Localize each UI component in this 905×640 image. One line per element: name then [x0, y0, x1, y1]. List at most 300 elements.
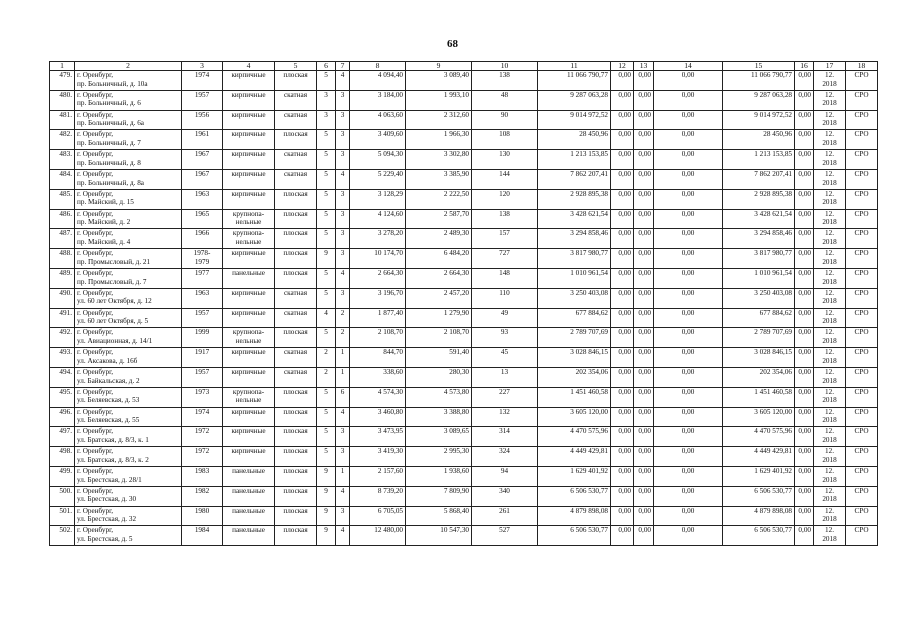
cost-col-14-value: 0,00 [681, 268, 695, 277]
address-line: г. Оренбург, [77, 526, 114, 535]
completion-term-value: 12. 2018 [822, 288, 837, 306]
completion-term-value: 12. 2018 [822, 209, 837, 227]
cell-financing-method [846, 90, 878, 110]
cell-row-number [50, 249, 75, 269]
cell-cost-col-14 [654, 110, 723, 130]
cell-cost-col-13 [634, 90, 654, 110]
living-area-value: 2 222,50 [443, 189, 469, 198]
cell-living-area [406, 288, 472, 308]
total-area-value: 5 094,30 [377, 150, 403, 159]
cell-entrances [336, 268, 350, 288]
cell-wall-material [223, 348, 275, 368]
cell-cost-col-15 [723, 268, 795, 288]
cell-roof-type [275, 486, 317, 506]
cell-residents [472, 308, 538, 328]
cost-total-value: 1 010 961,54 [570, 268, 608, 277]
table-row [50, 209, 878, 229]
cell-cost-col-13 [634, 169, 654, 189]
living-area-value: 3 385,90 [443, 169, 469, 178]
cell-cost-col-16 [795, 110, 814, 130]
cell-cost-col-16 [795, 169, 814, 189]
cell-cost-total [538, 288, 611, 308]
completion-term-value: 12. 2018 [822, 150, 837, 167]
address-line: пр. Больничный, д. 10а [77, 79, 148, 88]
cell-financing-method [846, 466, 878, 486]
cell-cost-col-15 [723, 367, 795, 387]
residents-value: 108 [499, 130, 510, 139]
cost-col-13-value: 0,00 [638, 209, 651, 218]
cost-col-14-value: 0,00 [681, 130, 695, 139]
address-line: г. Оренбург, [77, 288, 114, 297]
cost-col-12-value: 0,00 [618, 308, 631, 317]
cost-total-value: 1 213 153,85 [570, 150, 608, 159]
cell-cost-col-16 [795, 268, 814, 288]
living-area-value: 280,30 [449, 367, 469, 376]
cost-col-12-value: 0,00 [618, 526, 631, 535]
entrances-value: 2 [340, 328, 345, 337]
page-number: 68 [447, 38, 458, 50]
living-area-value: 1 966,30 [443, 130, 469, 139]
total-area-value: 3 278,20 [377, 229, 403, 238]
cost-total-value: 3 817 980,77 [570, 249, 608, 258]
cost-total-value: 6 506 530,77 [570, 486, 608, 495]
cell-roof-type [275, 447, 317, 467]
cell-cost-total [538, 110, 611, 130]
cell-wall-material [223, 288, 275, 308]
cell-cost-col-13 [634, 427, 654, 447]
cell-floors [317, 288, 336, 308]
cell-wall-material [223, 387, 275, 407]
cost-col-13-value: 0,00 [638, 367, 651, 376]
cell-cost-col-16 [795, 367, 814, 387]
cost-total-value: 28 450,96 [579, 130, 608, 139]
cell-cost-col-12 [611, 288, 634, 308]
cell-cost-col-12 [611, 268, 634, 288]
cell-cost-col-16 [795, 150, 814, 170]
total-area-value: 2 664,30 [377, 268, 403, 277]
residents-value: 157 [499, 229, 510, 238]
cost-col-13-value: 0,00 [638, 169, 651, 178]
cell-cost-col-12 [611, 367, 634, 387]
cell-floors [317, 427, 336, 447]
cell-financing-method [846, 209, 878, 229]
cost-col-12-value: 0,00 [618, 506, 631, 515]
cell-total-area [350, 169, 406, 189]
address-line: пр. Больничный, д. 6а [77, 119, 144, 128]
row-number-value: 481. [59, 110, 72, 119]
cost-col-13-value: 0,00 [638, 189, 651, 198]
cell-entrances [336, 407, 350, 427]
cell-financing-method [846, 150, 878, 170]
cost-col-15-value: 1 629 401,92 [754, 466, 792, 475]
cost-col-15-value: 2 789 707,69 [754, 328, 792, 337]
address-line: г. Оренбург, [77, 268, 114, 277]
residents-value: 110 [499, 288, 510, 297]
address-line: г. Оренбург, [77, 249, 114, 258]
cell-wall-material [223, 407, 275, 427]
cell-roof-type [275, 130, 317, 150]
total-area-value: 844,70 [383, 348, 403, 357]
cell-address [75, 229, 182, 249]
address-line: г. Оренбург, [77, 466, 114, 475]
cell-living-area [406, 466, 472, 486]
cost-col-14-value: 0,00 [681, 169, 695, 178]
address-line: ул. Брестская, д. 5 [77, 534, 133, 543]
address-line: пр. Майский, д. 2 [77, 218, 131, 227]
cell-total-area [350, 268, 406, 288]
living-area-value: 7 809,90 [443, 486, 469, 495]
cell-financing-method [846, 229, 878, 249]
cell-entrances [336, 150, 350, 170]
address-line: г. Оренбург, [77, 447, 114, 456]
row-number-value: 495. [59, 387, 72, 396]
cell-floors [317, 308, 336, 328]
cell-living-area [406, 308, 472, 328]
cell-living-area [406, 486, 472, 506]
cell-row-number [50, 90, 75, 110]
living-area-value: 591,40 [449, 348, 469, 357]
address-line: пр. Больничный, д. 6 [77, 99, 141, 108]
roof-type-value: плоская [283, 328, 308, 337]
cell-total-area [350, 348, 406, 368]
cell-entrances [336, 387, 350, 407]
cost-col-12-value: 0,00 [618, 229, 631, 238]
cell-row-number [50, 229, 75, 249]
cell-cost-col-15 [723, 427, 795, 447]
cell-completion-term [814, 447, 846, 467]
cell-wall-material [223, 90, 275, 110]
table-row [50, 328, 878, 348]
table-row [50, 506, 878, 526]
cell-build-year [182, 209, 223, 229]
address-line: пр. Промысловый, д. 7 [77, 277, 147, 286]
cell-cost-col-14 [654, 150, 723, 170]
cell-build-year [182, 348, 223, 368]
cell-cost-col-12 [611, 169, 634, 189]
financing-method-value: СРО [854, 486, 869, 495]
wall-material-value: кирпичные [231, 90, 266, 99]
cell-cost-col-14 [654, 526, 723, 546]
cost-col-15-value: 2 928 895,38 [754, 189, 792, 198]
cell-build-year [182, 506, 223, 526]
cell-completion-term [814, 367, 846, 387]
cost-total-value: 9 014 972,52 [570, 110, 608, 119]
cost-col-15-value: 3 428 621,54 [754, 209, 792, 218]
cost-col-15-value: 1 451 460,58 [754, 387, 792, 396]
cost-col-13-value: 0,00 [638, 427, 651, 436]
address-line: г. Оренбург, [77, 90, 114, 99]
cell-entrances [336, 486, 350, 506]
completion-term-value: 12. 2018 [822, 268, 837, 286]
row-number-value: 483. [59, 150, 72, 159]
build-year-value: 1980 [194, 506, 210, 515]
entrances-value: 3 [340, 506, 345, 515]
cell-total-area [350, 387, 406, 407]
table-row [50, 189, 878, 209]
cell-build-year [182, 169, 223, 189]
address-line: ул. Брестская, д. 32 [77, 515, 137, 524]
cost-col-15-value: 3 294 858,46 [754, 229, 792, 238]
cell-cost-col-16 [795, 249, 814, 269]
cell-cost-col-16 [795, 189, 814, 209]
cell-address [75, 308, 182, 328]
cost-col-12-value: 0,00 [618, 486, 631, 495]
cell-row-number [50, 506, 75, 526]
cell-residents [472, 189, 538, 209]
housing-registry-table [49, 61, 878, 546]
table-row [50, 308, 878, 328]
wall-material-value: панельные [232, 268, 265, 277]
cell-cost-col-16 [795, 308, 814, 328]
address-line: ул. Беляевская, д. 53 [77, 396, 140, 405]
floors-value: 9 [324, 249, 328, 258]
cell-address [75, 189, 182, 209]
cost-col-15-value: 677 884,62 [759, 308, 792, 317]
wall-material-value: кирпичные [231, 150, 266, 159]
cell-cost-col-15 [723, 169, 795, 189]
cell-address [75, 268, 182, 288]
financing-method-value: СРО [854, 367, 869, 376]
row-number-value: 488. [59, 249, 72, 258]
cell-cost-total [538, 328, 611, 348]
total-area-value: 12 480,00 [374, 526, 403, 535]
financing-method-value: СРО [854, 110, 869, 119]
cell-wall-material [223, 427, 275, 447]
residents-value: 314 [499, 427, 510, 436]
cell-row-number [50, 387, 75, 407]
column-header-13: 13 [634, 62, 654, 71]
cell-entrances [336, 110, 350, 130]
cell-cost-col-14 [654, 427, 723, 447]
cell-build-year [182, 427, 223, 447]
residents-value: 132 [499, 407, 510, 416]
address-line: г. Оренбург, [77, 209, 114, 218]
cell-row-number [50, 466, 75, 486]
cost-col-13-value: 0,00 [638, 348, 651, 357]
cell-wall-material [223, 367, 275, 387]
cell-floors [317, 367, 336, 387]
cell-cost-col-14 [654, 268, 723, 288]
row-number-value: 492. [59, 328, 72, 337]
cell-wall-material [223, 130, 275, 150]
floors-value: 5 [324, 71, 328, 79]
cost-col-15-value: 11 066 790,77 [750, 71, 792, 79]
entrances-value: 3 [340, 150, 345, 159]
cell-living-area [406, 407, 472, 427]
row-number-value: 497. [59, 427, 72, 436]
cost-col-14-value: 0,00 [681, 447, 695, 456]
build-year-value: 1963 [194, 288, 210, 297]
row-number-value: 496. [59, 407, 72, 416]
wall-material-value: кирпичные [231, 407, 266, 416]
cell-cost-col-15 [723, 447, 795, 467]
address-line: г. Оренбург, [77, 71, 114, 79]
living-area-value: 5 868,40 [443, 506, 469, 515]
roof-type-value: скатная [283, 169, 308, 178]
cell-row-number [50, 150, 75, 170]
cell-cost-col-13 [634, 506, 654, 526]
cell-cost-col-13 [634, 209, 654, 229]
cost-col-16-value: 0,00 [798, 110, 811, 119]
cell-floors [317, 249, 336, 269]
cell-build-year [182, 110, 223, 130]
cell-living-area [406, 189, 472, 209]
cell-living-area [406, 110, 472, 130]
row-number-value: 490. [59, 288, 72, 297]
cell-entrances [336, 71, 350, 91]
cell-entrances [336, 209, 350, 229]
entrances-value: 2 [340, 308, 345, 317]
cost-col-16-value: 0,00 [798, 229, 811, 238]
cell-total-area [350, 209, 406, 229]
residents-value: 13 [500, 367, 509, 376]
cell-build-year [182, 288, 223, 308]
build-year-value: 1967 [194, 169, 210, 178]
table-row [50, 407, 878, 427]
cell-total-area [350, 367, 406, 387]
cell-financing-method [846, 387, 878, 407]
floors-value: 5 [324, 447, 328, 456]
cost-col-13-value: 0,00 [638, 150, 651, 159]
cell-total-area [350, 526, 406, 546]
address-line: пр. Больничный, д. 8а [77, 178, 144, 187]
build-year-value: 1967 [194, 150, 210, 159]
cell-cost-col-16 [795, 130, 814, 150]
floors-value: 5 [324, 268, 328, 277]
cell-cost-total [538, 506, 611, 526]
cell-cost-total [538, 526, 611, 546]
cell-cost-col-14 [654, 447, 723, 467]
financing-method-value: СРО [854, 328, 869, 337]
living-area-value: 3 388,80 [443, 407, 469, 416]
cell-cost-col-12 [611, 308, 634, 328]
cell-build-year [182, 466, 223, 486]
cost-col-12-value: 0,00 [618, 367, 631, 376]
cell-cost-col-12 [611, 486, 634, 506]
roof-type-value: плоская [283, 229, 308, 238]
address-line: г. Оренбург, [77, 189, 114, 198]
cost-col-14-value: 0,00 [681, 288, 695, 297]
cell-cost-total [538, 387, 611, 407]
wall-material-value: панельные [232, 506, 265, 515]
cost-total-value: 3 294 858,46 [570, 229, 608, 238]
total-area-value: 3 196,70 [377, 288, 403, 297]
cell-address [75, 249, 182, 269]
cell-floors [317, 506, 336, 526]
residents-value: 227 [499, 387, 510, 396]
cell-row-number [50, 447, 75, 467]
entrances-value: 3 [340, 249, 345, 258]
cell-cost-col-15 [723, 189, 795, 209]
financing-method-value: СРО [854, 189, 869, 198]
cell-living-area [406, 169, 472, 189]
cost-col-14-value: 0,00 [681, 189, 695, 198]
cell-build-year [182, 447, 223, 467]
cost-col-15-value: 1 213 153,85 [754, 150, 792, 159]
cell-residents [472, 526, 538, 546]
cell-completion-term [814, 169, 846, 189]
cost-total-value: 3 605 120,00 [570, 407, 608, 416]
cell-completion-term [814, 229, 846, 249]
table-row [50, 268, 878, 288]
build-year-value: 1974 [194, 407, 210, 416]
total-area-value: 4 063,60 [377, 110, 403, 119]
financing-method-value: СРО [854, 268, 869, 277]
cell-address [75, 387, 182, 407]
entrances-value: 3 [340, 90, 345, 99]
residents-value: 324 [499, 447, 510, 456]
cell-row-number [50, 268, 75, 288]
cost-total-value: 9 287 063,28 [570, 90, 608, 99]
financing-method-value: СРО [854, 348, 869, 357]
cell-living-area [406, 447, 472, 467]
column-header-1: 1 [50, 62, 75, 71]
financing-method-value: СРО [854, 249, 869, 258]
build-year-value: 1966 [194, 229, 210, 238]
cell-address [75, 150, 182, 170]
cell-total-area [350, 150, 406, 170]
row-number-value: 482. [59, 130, 72, 139]
cell-cost-col-16 [795, 71, 814, 91]
address-line: г. Оренбург, [77, 367, 114, 376]
cell-build-year [182, 308, 223, 328]
cell-total-area [350, 288, 406, 308]
cost-col-15-value: 4 879 898,08 [754, 506, 792, 515]
cost-col-14-value: 0,00 [681, 526, 695, 535]
cell-cost-col-12 [611, 328, 634, 348]
cell-cost-col-15 [723, 387, 795, 407]
column-header-15: 15 [723, 62, 795, 71]
entrances-value: 1 [340, 466, 345, 475]
cell-row-number [50, 130, 75, 150]
total-area-value: 10 174,70 [374, 249, 403, 258]
cell-wall-material [223, 506, 275, 526]
cost-total-value: 4 449 429,81 [570, 447, 608, 456]
living-area-value: 2 312,60 [443, 110, 469, 119]
cell-cost-col-13 [634, 249, 654, 269]
cost-col-16-value: 0,00 [798, 169, 811, 178]
cost-col-13-value: 0,00 [638, 526, 651, 535]
entrances-value: 3 [340, 110, 345, 119]
cell-entrances [336, 328, 350, 348]
wall-material-value: панельные [232, 526, 265, 535]
cost-col-12-value: 0,00 [618, 189, 631, 198]
cost-col-15-value: 3 250 403,08 [754, 288, 792, 297]
completion-term-value: 12. 2018 [822, 387, 837, 405]
entrances-value: 1 [340, 348, 345, 357]
cell-completion-term [814, 466, 846, 486]
cell-entrances [336, 308, 350, 328]
cell-cost-col-12 [611, 110, 634, 130]
cell-cost-total [538, 427, 611, 447]
cost-col-12-value: 0,00 [618, 150, 631, 159]
cell-cost-col-14 [654, 169, 723, 189]
cell-cost-col-15 [723, 328, 795, 348]
cell-cost-col-13 [634, 348, 654, 368]
residents-value: 90 [500, 110, 509, 119]
cell-entrances [336, 169, 350, 189]
cell-cost-col-15 [723, 90, 795, 110]
roof-type-value: скатная [283, 367, 308, 376]
column-header-2: 2 [75, 62, 182, 71]
cost-col-14-value: 0,00 [681, 209, 695, 218]
cell-living-area [406, 506, 472, 526]
cell-living-area [406, 268, 472, 288]
financing-method-value: СРО [854, 506, 869, 515]
cost-total-value: 3 428 621,54 [570, 209, 608, 218]
residents-value: 49 [500, 308, 509, 317]
entrances-value: 3 [340, 209, 345, 218]
